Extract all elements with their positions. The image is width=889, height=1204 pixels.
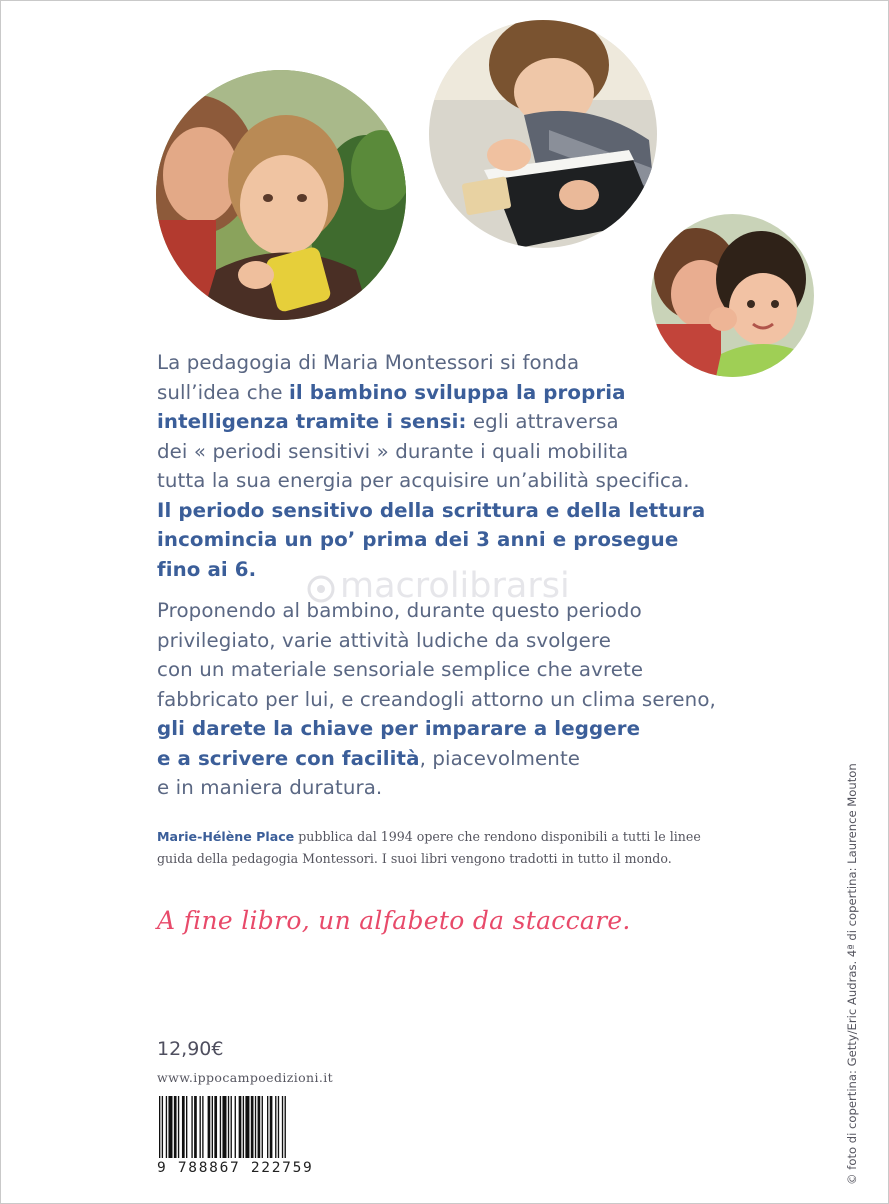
barcode-bar-31	[282, 1096, 283, 1158]
barcode-bar-10	[200, 1096, 201, 1158]
author-note-line-2: guida della pedagogia Montessori. I suoi libri vengono tradotti in tutto il mondo.	[157, 851, 672, 866]
barcode-bar-21	[243, 1096, 244, 1158]
para1-line-1: La pedagogia di Maria Montessori si fonda	[157, 351, 580, 374]
barcode-bar-25	[258, 1096, 261, 1158]
barcode-bar-9	[194, 1096, 197, 1158]
para1-line-4: dei « periodi sensitivi » durante i quali mobilita	[157, 439, 629, 463]
para1-line-7	[157, 525, 817, 555]
barcode-bar-4	[174, 1096, 177, 1158]
barcode-bar-27	[267, 1096, 268, 1158]
website-url: www.ippocampoedizioni.it	[157, 1070, 334, 1085]
photo-child-watering-plant	[156, 70, 406, 320]
barcode-bar-12	[208, 1096, 211, 1158]
barcode-bar-16	[222, 1096, 226, 1158]
price: 12,90€	[157, 1038, 224, 1060]
para1-line-2-text: sull’idea che	[157, 380, 290, 404]
barcode-bar-22	[245, 1096, 249, 1158]
para2-line-1: Proponendo al bambino, durante questo periodo	[157, 599, 642, 622]
author-note	[157, 826, 717, 870]
barcode-bar-18	[231, 1096, 232, 1158]
para2-line-5	[157, 714, 817, 744]
para1-line-2	[157, 378, 817, 408]
barcode-bar-19	[235, 1096, 236, 1158]
author-note-line-1	[157, 826, 717, 848]
para1-line-3-text: egli attraversa	[466, 410, 619, 433]
para1-line-2-highlight: il bambino sviluppa la propria	[289, 380, 626, 404]
barcode-bar-2	[166, 1096, 167, 1158]
tagline: A fine libro, un alfabeto da staccare.	[157, 906, 631, 935]
description-paragraph-2	[157, 596, 817, 803]
barcode-bar-7	[186, 1096, 187, 1158]
barcode-bar-8	[191, 1096, 192, 1158]
para2-line-6-text: , piacevolmente	[419, 746, 581, 770]
para2-line-4: fabbricato per lui, e creandogli attorno un clima sereno,	[157, 687, 716, 711]
barcode-bar-15	[220, 1096, 221, 1158]
para2-line-6-highlight: e a scrivere con facilità	[157, 746, 420, 770]
para2-line-7: e in maniera duratura.	[157, 776, 383, 799]
barcode-bar-1	[162, 1096, 163, 1158]
barcode-bar-20	[239, 1096, 242, 1158]
para2-line-2: privilegiato, varie attività ludiche da svolgere	[157, 628, 612, 652]
para2-line-5-highlight: gli darete la chiave per imparare a leggere	[157, 717, 641, 740]
watermark-label: macrolibrarsi	[340, 566, 570, 606]
para2-line-3: con un materiale sensoriale semplice che avrete	[157, 658, 644, 681]
para2-line-6	[157, 744, 817, 774]
barcode-bar-13	[212, 1096, 213, 1158]
isbn-number: 9 788867 222759	[157, 1160, 314, 1176]
barcode-bar-0	[159, 1096, 160, 1158]
photo-child-sandpaper-letter	[429, 20, 657, 248]
description-paragraph-1	[157, 348, 817, 584]
para1-line-8-highlight: fino ai 6.	[157, 557, 257, 581]
para1-line-5: tutta la sua energia per acquisire un’abilità specifica.	[157, 469, 690, 492]
para1-line-6	[157, 496, 817, 526]
barcode-bar-3	[168, 1096, 172, 1158]
barcode-bar-5	[178, 1096, 179, 1158]
barcode	[157, 1096, 334, 1158]
para1-line-7-highlight: incomincia un po’ prima dei 3 anni e prosegue	[157, 528, 679, 551]
barcode-bar-14	[214, 1096, 217, 1158]
barcode-bar-6	[182, 1096, 185, 1158]
author-note-text-1: pubblica dal 1994 opere che rendono disponibili a tutti le linee	[294, 829, 701, 844]
para1-line-3	[157, 407, 817, 437]
para1-line-6-highlight: Il periodo sensitivo della scrittura e della lettura	[157, 498, 706, 522]
barcode-bar-11	[202, 1096, 203, 1158]
photo-credits: © foto di copertina: Getty/Eric Audras. 4ª di copertina: Laurence Mouton	[845, 763, 859, 1185]
barcode-bar-24	[255, 1096, 256, 1158]
barcode-bar-26	[262, 1096, 263, 1158]
barcode-bar-17	[228, 1096, 229, 1158]
barcode-bar-32	[285, 1096, 286, 1158]
barcode-bar-29	[275, 1096, 276, 1158]
barcode-bar-30	[278, 1096, 279, 1158]
para1-line-3-highlight: intelligenza tramite i sensi:	[157, 410, 467, 433]
barcode-bars	[157, 1096, 334, 1158]
author-name: Marie-Hélène Place	[157, 829, 295, 844]
barcode-bar-23	[251, 1096, 254, 1158]
barcode-bar-28	[270, 1096, 273, 1158]
